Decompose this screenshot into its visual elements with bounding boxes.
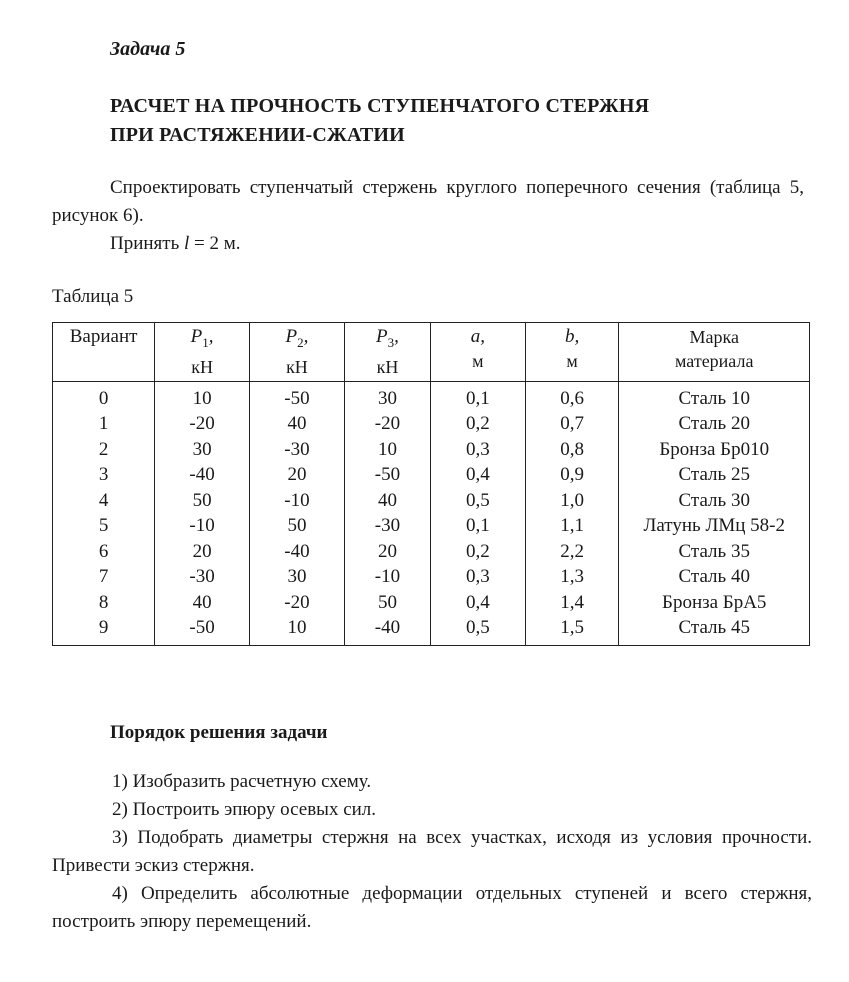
cell-material: Сталь 25: [619, 462, 810, 488]
table-row: [53, 381, 810, 411]
table-row: [53, 615, 810, 645]
cell-variant: 7: [53, 564, 155, 590]
cell-b: 1,3: [525, 564, 619, 590]
task-title-line-2: ПРИ РАСТЯЖЕНИИ-СЖАТИИ: [110, 124, 405, 146]
header-a-symbol: a,: [470, 326, 485, 347]
cell-a: 0,4: [431, 590, 526, 616]
header-p2-symbol: $P_2$,: [285, 326, 309, 350]
cell-variant: 3: [53, 462, 155, 488]
intro-paragraph-2: [52, 230, 804, 258]
header-b-unit: м: [566, 351, 578, 371]
cell-material: Сталь 45: [619, 615, 810, 645]
cell-a: 0,3: [431, 564, 526, 590]
cell-material: Бронза Бр010: [619, 437, 810, 463]
cell-a: 0,2: [431, 539, 526, 565]
cell-p1: 30: [155, 437, 250, 463]
cell-b: 1,4: [525, 590, 619, 616]
header-variant-label: Вариант: [69, 326, 138, 347]
intro-suffix: = 2 м.: [189, 233, 241, 254]
cell-p1: 40: [155, 590, 250, 616]
cell-p2: 20: [250, 462, 345, 488]
steps-list: [52, 768, 812, 936]
header-a-unit: м: [472, 351, 484, 371]
cell-a: 0,4: [431, 462, 526, 488]
table-row: [53, 513, 810, 539]
cell-variant: 6: [53, 539, 155, 565]
cell-a: 0,3: [431, 437, 526, 463]
cell-variant: 1: [53, 411, 155, 437]
cell-p1: -40: [155, 462, 250, 488]
cell-b: 0,9: [525, 462, 619, 488]
header-p1-subscript: 1: [202, 334, 209, 350]
cell-p1: -50: [155, 615, 250, 645]
header-p2-subscript: 2: [297, 334, 304, 350]
table-row: [53, 564, 810, 590]
table-header-row: [53, 323, 810, 382]
cell-variant: 2: [53, 437, 155, 463]
cell-p3: 40: [344, 488, 430, 514]
header-material-line-1: Марка: [689, 327, 739, 347]
cell-variant: 0: [53, 381, 155, 411]
header-a: [431, 323, 526, 382]
task-title-line-1: РАСЧЕТ НА ПРОЧНОСТЬ СТУПЕНЧАТОГО СТЕРЖНЯ: [110, 95, 650, 117]
cell-p2: 10: [250, 615, 345, 645]
header-p3-subscript: 3: [387, 334, 395, 350]
table-row: [53, 411, 810, 437]
cell-p3: 10: [344, 437, 430, 463]
table-caption: Таблица 5: [52, 286, 134, 307]
intro-paragraph-1: Спроектировать ступенчатый стержень круглого поперечного сечения (таблица 5, рисунок 6).: [52, 177, 804, 226]
cell-p2: 40: [250, 411, 345, 437]
cell-b: 0,6: [525, 381, 619, 411]
header-b-letter: b: [564, 326, 575, 347]
cell-b: 0,8: [525, 437, 619, 463]
cell-a: 0,5: [431, 488, 526, 514]
cell-b: 1,1: [525, 513, 619, 539]
cell-p3: -40: [344, 615, 430, 645]
cell-a: 0,5: [431, 615, 526, 645]
header-p2: [250, 323, 345, 382]
cell-p3: 50: [344, 590, 430, 616]
cell-p1: 20: [155, 539, 250, 565]
cell-p2: -30: [250, 437, 345, 463]
header-material-line-2: материала: [675, 351, 754, 371]
table-row: [53, 437, 810, 463]
cell-material: Сталь 35: [619, 539, 810, 565]
cell-p2: -50: [250, 381, 345, 411]
cell-material: Сталь 20: [619, 411, 810, 437]
table-row: [53, 590, 810, 616]
header-b: [525, 323, 619, 382]
cell-variant: 9: [53, 615, 155, 645]
table-row: [53, 539, 810, 565]
cell-a: 0,1: [431, 513, 526, 539]
table-row: [53, 462, 810, 488]
step-item: 1) Изобразить расчетную схему.: [112, 771, 372, 792]
header-p1: [155, 323, 250, 382]
cell-a: 0,1: [431, 381, 526, 411]
header-p3-unit: кН: [376, 356, 399, 377]
cell-material: Бронза БрА5: [619, 590, 810, 616]
cell-a: 0,2: [431, 411, 526, 437]
cell-b: 1,5: [525, 615, 619, 645]
cell-material: Сталь 10: [619, 381, 810, 411]
header-b-symbol: b,: [564, 326, 580, 347]
cell-p2: 50: [250, 513, 345, 539]
cell-b: 2,2: [525, 539, 619, 565]
header-p3: [344, 323, 430, 382]
cell-p1: -30: [155, 564, 250, 590]
header-p1-letter: P: [190, 326, 203, 347]
cell-b: 0,7: [525, 411, 619, 437]
header-p2-unit: кН: [286, 356, 308, 377]
cell-p3: -10: [344, 564, 430, 590]
cell-material: Сталь 30: [619, 488, 810, 514]
step-item: 2) Построить эпюру осевых сил.: [112, 799, 377, 820]
cell-variant: 8: [53, 590, 155, 616]
header-p3-symbol: $P_3$,: [376, 326, 399, 350]
cell-variant: 5: [53, 513, 155, 539]
cell-p2: -10: [250, 488, 345, 514]
task-label: Задача 5: [110, 38, 186, 60]
table-row: [53, 488, 810, 514]
cell-p1: -10: [155, 513, 250, 539]
cell-p2: -20: [250, 590, 345, 616]
cell-p3: -30: [344, 513, 430, 539]
header-p1-unit: кН: [191, 356, 213, 377]
length-symbol: l: [184, 233, 190, 254]
cell-variant: 4: [53, 488, 155, 514]
cell-p1: 50: [155, 488, 250, 514]
header-material: [619, 323, 810, 382]
cell-p3: 20: [344, 539, 430, 565]
table-body: [53, 381, 810, 645]
cell-b: 1,0: [525, 488, 619, 514]
task-title: [110, 92, 649, 150]
header-variant: [53, 323, 155, 382]
header-a-letter: a: [470, 326, 481, 347]
cell-p1: -20: [155, 411, 250, 437]
cell-material: Латунь ЛМц 58-2: [619, 513, 810, 539]
header-p3-letter: P: [376, 326, 388, 347]
cell-p2: 30: [250, 564, 345, 590]
cell-p3: -50: [344, 462, 430, 488]
header-p1-symbol: $P_1$,: [190, 326, 214, 350]
variants-table: [52, 322, 810, 646]
step-item: 4) Определить абсолютные деформации отдельных ступеней и всего стержня, построить эпюру перемещений.: [52, 883, 812, 932]
step-item: 3) Подобрать диаметры стержня на всех участках, исходя из условия прочности. Привести эскиз стержня.: [52, 827, 812, 876]
header-p2-letter: P: [285, 326, 298, 347]
steps-title: Порядок решения задачи: [110, 722, 328, 743]
cell-p3: 30: [344, 381, 430, 411]
cell-p2: -40: [250, 539, 345, 565]
cell-p3: -20: [344, 411, 430, 437]
intro-prefix: Принять: [110, 233, 185, 254]
cell-p1: 10: [155, 381, 250, 411]
cell-material: Сталь 40: [619, 564, 810, 590]
